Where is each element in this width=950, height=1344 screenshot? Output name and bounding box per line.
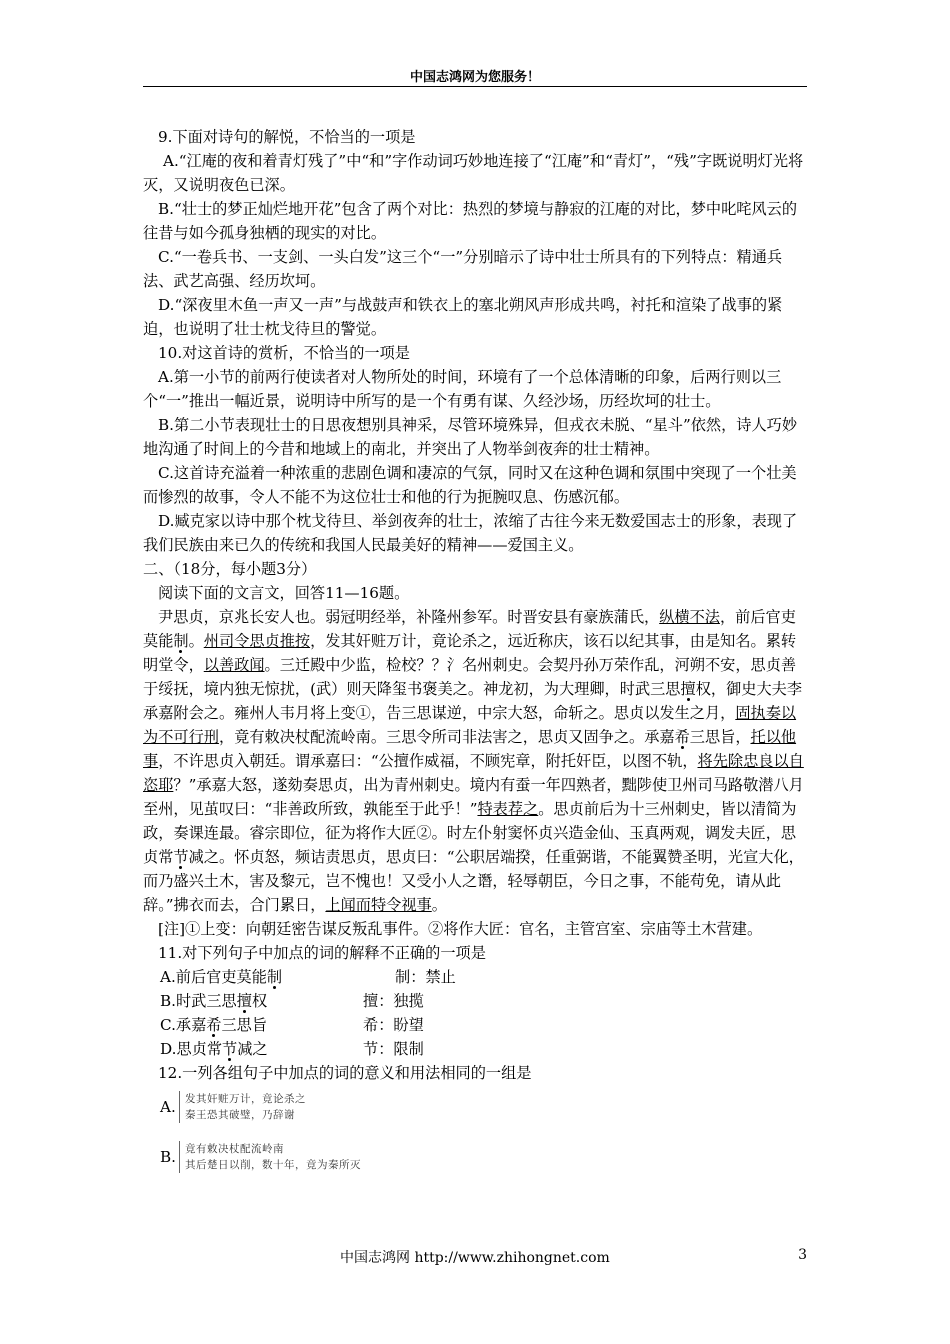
underlined-phrase: 固执奏以为不可行刑 [143,704,797,746]
q9-option-c: C.“一卷兵书、一支剑、一头白发”这三个“一”分别暗示了诗中壮士所具有的下列特点：精通兵法、武艺高强、经历坎坷。 [143,248,783,290]
passage-text: 三思旨， [689,728,751,746]
q9-option-a: A.“江庵的夜和着青灯残了”中“和”字作动词巧妙地连接了“江庵”和“青灯”，“残”字既说明灯光将灭，又说明夜色已深。 [143,152,804,194]
passage-text: ，竟有敕决杖配流岭南。三思令所司非法害之，思贞又固争之。承嘉 [218,728,675,746]
document-body [143,125,807,1173]
q11-option-d [143,1037,807,1061]
option-text: 三思旨 [221,1016,268,1034]
page-header: 中国志鸿网为您服务！ [409,70,540,85]
passage-notes: [注]①上变：向朝廷密告谋反叛乱事件。②将作大匠：官名，主管宫室、宗庙等土木营建。 [158,920,763,938]
dotted-word: 制 [173,632,189,650]
q11-option-c [143,1013,807,1037]
q12-option-a [143,1091,807,1123]
q11-b-explanation: 擅：独揽 [363,992,424,1010]
q12-b-line-1: 竟有敕决杖配流岭南 [185,1143,284,1155]
option-text: B.时武三思 [160,992,237,1010]
q12-option-b [143,1141,807,1173]
q11-a-explanation: 制：禁止 [395,968,456,986]
q9-stem: 9.下面对诗句的解悦，不恰当的一项是 [158,128,416,146]
passage-text: ，不许思贞入朝廷。谓承嘉曰：“公擅作威福，不顾宪章，附托奸臣，以图不轨， [158,752,698,770]
dotted-word: 希 [674,728,690,746]
q10-option-a: A.第一小节的前两行使读者对人物所处的时间，环境有了一个总体清晰的印象，后两行则以三个“一”推出一幅近景，说明诗中所写的是一个有勇有谋、久经沙场，历经坎坷的壮士。 [143,368,782,410]
q10-option-c: C.这首诗充溢着一种浓重的悲剧色调和凄凉的气氛，同时又在这种色调和氛围中突现了一个壮美而惨烈的故事，令人不能不为这位壮士和他的行为扼腕叹息、伤感沉郁。 [143,464,797,506]
q10-stem: 10.对这首诗的赏析，不恰当的一项是 [158,344,410,362]
passage-text: 权，御史大夫李承嘉附会之。雍州人韦月将上变①，告三思谋逆，中宗大怒，命斩之。思贞以发生之月， [143,680,802,722]
section-2-instruction: 阅读下面的文言文，回答11—16题。 [158,584,410,602]
q11-b-sentence [143,989,363,1013]
q9-option-b: B.“壮士的梦正灿烂地开花”包含了两个对比：热烈的梦境与静寂的江庵的对比，梦中叱咤风云的往昔与如今孤身独栖的现实的对比。 [143,200,798,242]
option-text: D.思贞常 [160,1040,223,1058]
q12-stem: 12.一列各组句子中加点的词的意义和用法相同的一组是 [158,1064,532,1082]
q11-option-b [143,989,807,1013]
q11-d-explanation: 节：限制 [363,1040,424,1058]
passage-text: ？”承嘉大怒，遂劾奏思贞，出为青州刺史。境内有蚕一年四熟者，黜陟使卫州司马路敬潜八月至州，见茧叹曰：“非善政所致，孰能至于此乎！” [143,776,804,818]
section-2-title: 二、（18分，每小题3分） [143,560,317,578]
underlined-phrase: 以善政闻 [203,656,265,674]
q11-d-sentence [143,1037,363,1061]
q9-option-d: D.“深夜里木鱼一声又一声”与战鼓声和铁衣上的塞北朔风声形成共鸣，衬托和渲染了战事的紧迫，也说明了壮士枕戈待旦的警觉。 [143,296,783,338]
underlined-phrase: 纵横不法 [659,608,720,626]
q11-stem: 11.对下列句子中加点的词的解释不正确的一项是 [158,944,486,962]
passage-text: ，前后官吏莫能 [143,608,796,650]
q12-b-line-2: 其后楚日以削，数十年，竟为秦所灭 [185,1159,361,1171]
q11-a-sentence [143,965,395,989]
underlined-phrase: 将先除忠良以自恣耶 [143,752,804,794]
passage-text: ，发其奸赃万计，竟论杀之，远近称庆，该石以纪其事，由是知名。累转明堂令， [143,632,797,674]
q12-a-label: A. [160,1098,176,1116]
passage-text: 尹思贞，京兆长安人也。弱冠明经举，补隆州参军。时晋安县有豪族蒲氏， [158,608,660,626]
dotted-word: 擅 [680,680,696,698]
q10-option-d: D.臧克家以诗中那个枕戈待旦、举剑夜奔的壮士，浓缩了古往今来无数爱国志士的形象，表现了我们民族由来已久的传统和我国人民最美好的精神——爱国主义。 [143,512,798,554]
dotted-word: 节 [222,1040,238,1058]
underlined-phrase: 特表荐之 [477,800,539,818]
q12-a-line-2: 秦王恐其破璧，乃辞谢 [185,1109,295,1121]
option-text: 权 [251,992,268,1010]
underlined-phrase: 上闻而特令视事 [325,896,432,914]
q11-c-sentence [143,1013,363,1037]
passage-text: 。 [188,632,204,650]
q12-a-line-1: 发其奸赃万计，竟论杀之 [185,1093,306,1105]
footer-site: 中国志鸿网 http://www.zhihongnet.com [340,1250,610,1266]
option-text: 减之 [237,1040,268,1058]
q12-b-label: B. [160,1148,176,1166]
passage-text: 。三迁殿中少监，检校？？氵名州刺史。会契丹孙万荣作乱，河朔不安，思贞善于绥抚，境内独无惊扰，(武）则天降玺书褒美之。神龙初，为大理卿，时武三思 [143,656,797,698]
dotted-word: 擅 [236,992,252,1010]
q11-c-explanation: 希：盼望 [363,1016,424,1034]
page-number: 3 [798,1247,807,1263]
option-text: A.前后官吏莫能 [160,968,267,986]
q12-a-sentences [179,1091,306,1123]
underlined-phrase: 州司令思贞推按 [203,632,311,650]
header-divider [143,86,807,87]
q12-b-sentences [179,1141,361,1173]
dotted-word: 希 [206,1016,222,1034]
dotted-word: 制 [266,968,283,986]
q10-option-b: B.第二小节表现壮士的日思夜想别具神采，尽管环境殊异，但戎衣未脱、“星斗”依然，诗人巧妙地沟通了时间上的今昔和地域上的南北，并突出了人物举剑夜奔的壮士精神。 [143,416,798,458]
q11-option-a [143,965,807,989]
passage-text: 。 [431,896,447,914]
passage-text: 。思贞前后为十三州刺史，皆以清简为政，奏课连最。睿宗即位，征为将作大匠②。时左仆射窦怀贞兴造金仙、玉真两观，调发夫匠，思贞常 [143,800,797,866]
option-text: C.承嘉 [160,1016,207,1034]
underlined-phrase: 托以他事 [143,728,797,770]
classical-passage [143,605,807,917]
dotted-word: 节 [173,848,189,866]
passage-text: 减之。怀贞怒，频诘责思贞，思贞曰：“公职居端揆，任重弼谐，不能翼赞圣明，光宣大化，而乃盛兴土木，害及黎元，岂不愧也！又受小人之谮，轻辱朝臣，今日之事，不能苟免，请从此辞。”拂衣而去，合门累日， [143,848,804,914]
